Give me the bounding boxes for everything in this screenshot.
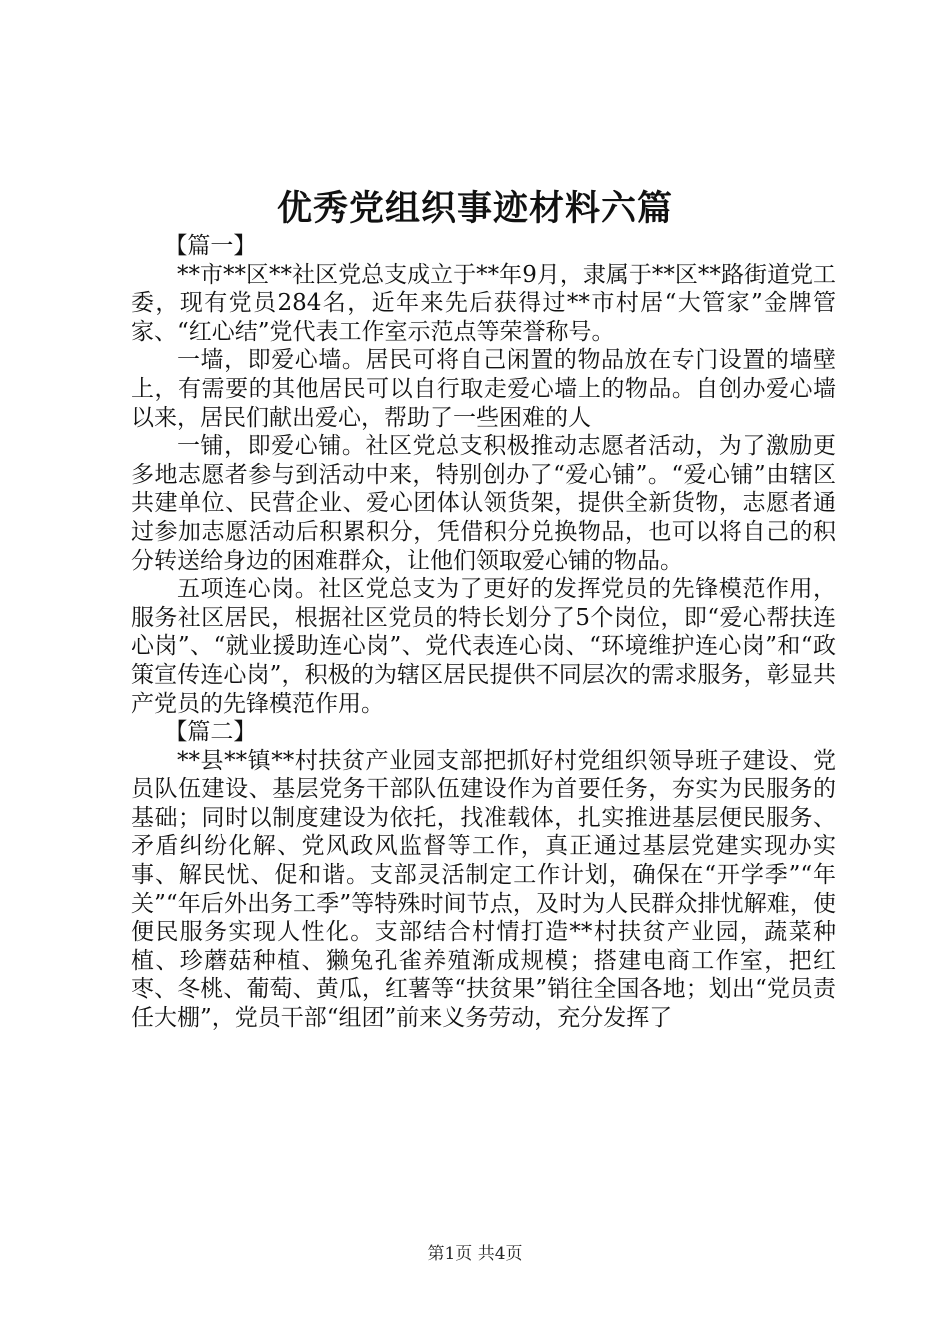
document-body <box>131 232 836 1033</box>
section-heading-1: 【篇一】 <box>164 233 257 259</box>
paragraph: 五项连心岗。社区党总支为了更好的发挥党员的先锋模范作用，服务社区居民，根据社区党员的特长划分了5个岗位，即“爱心帮扶连心岗”、“就业援助连心岗”、党代表连心岗、“环境维护连心岗”和“政策宣传连心岗”，积极的为辖区居民提供不同层次的需求服务，彰显共产党员的先锋模范作用。 <box>131 576 836 717</box>
paragraph: **县**镇**村扶贫产业园支部把抓好村党组织领导班子建设、党员队伍建设、基层党务干部队伍建设作为首要任务，夯实为民服务的基础；同时以制度建设为依托，找准载体，扎实推进基层便民服务、矛盾纠纷化解、党风政风监督等工作，真正通过基层党建实现办实事、解民忧、促和谐。支部灵活制定工作计划，确保在“开学季”“年关”“年后外出务工季”等特殊时间节点，及时为人民群众排忧解难，使便民服务实现人性化。支部结合村情打造**村扶贫产业园，蔬菜种植、珍蘑菇种植、獭兔孔雀养殖渐成规模；搭建电商工作室，把红枣、冬桃、葡萄、黄瓜，红薯等“扶贫果”销往全国各地；划出“党员责任大棚”，党员干部“组团”前来义务劳动，充分发挥了 <box>131 747 836 1032</box>
paragraph: **市**区**社区党总支成立于**年9月，隶属于**区**路街道党工委，现有党员284名，近年来先后获得过**市村居“大管家”金牌管家、“红心结”党代表工作室示范点等荣誉称号。 <box>131 261 836 345</box>
paragraph: 一墙，即爱心墙。居民可将自己闲置的物品放在专门设置的墙壁上，有需要的其他居民可以自行取走爱心墙上的物品。自创办爱心墙以来，居民们献出爱心，帮助了一些困难的人 <box>131 347 836 431</box>
paragraph: 一铺，即爱心铺。社区党总支积极推动志愿者活动，为了激励更多地志愿者参与到活动中来，特别创办了“爱心铺”。“爱心铺”由辖区共建单位、民营企业、爱心团体认领货架，提供全新货物，志愿者通过参加志愿活动后积累积分，凭借积分兑换物品，也可以将自己的积分转送给身边的困难群众，让他们领取爱心铺的物品。 <box>131 433 836 574</box>
section-heading-2: 【篇二】 <box>164 719 257 746</box>
document-title: 优秀党组织事迹材料六篇 <box>276 188 673 229</box>
page-footer: 第1页 共4页 <box>427 1244 523 1264</box>
